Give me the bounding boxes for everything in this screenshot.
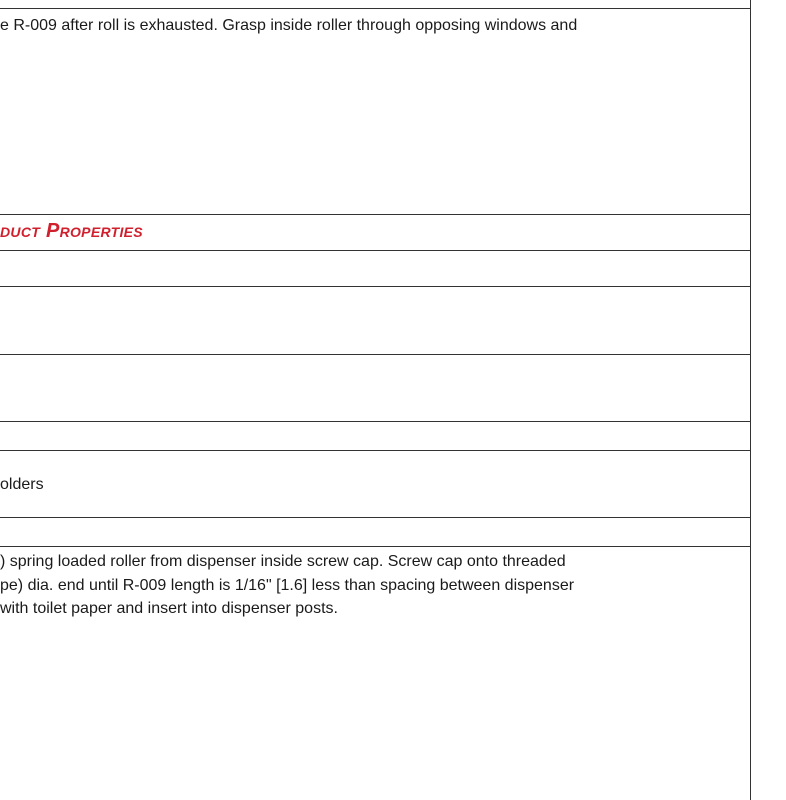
top-paragraph: e R-009 after roll is exhausted. Grasp inside roller through opposing windows and xyxy=(0,17,578,34)
instruction-line-3: with toilet paper and insert into dispenser posts. xyxy=(0,600,338,617)
table-rule-top xyxy=(0,8,751,9)
table-rule-row-3 xyxy=(0,421,751,422)
table-rule-row-6 xyxy=(0,546,751,547)
table-rule-row-5 xyxy=(0,517,751,518)
table-rule-row-2 xyxy=(0,354,751,355)
row-text-holders: olders xyxy=(0,476,44,493)
instruction-line-2: pe) dia. end until R-009 length is 1/16" [1.6] less than spacing between dispenser xyxy=(0,577,575,594)
table-rule-section-bottom xyxy=(0,250,751,251)
section-heading: duct Properties xyxy=(0,220,143,242)
table-rule-section-top xyxy=(0,214,751,215)
table-rule-right xyxy=(750,0,751,800)
table-rule-row-4 xyxy=(0,450,751,451)
table-rule-row-1 xyxy=(0,286,751,287)
instruction-line-1: ) spring loaded roller from dispenser inside screw cap. Screw cap onto threaded xyxy=(0,553,566,570)
